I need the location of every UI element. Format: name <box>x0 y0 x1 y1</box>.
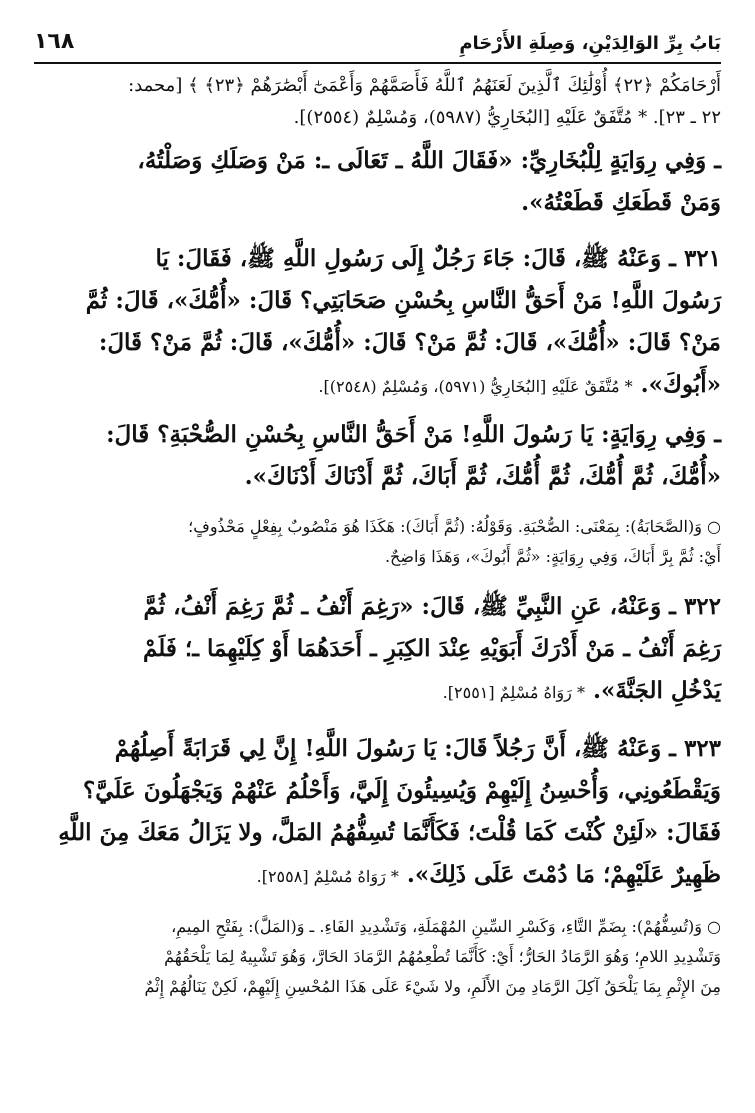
hadith-323-last-words: ظَهِيرٌ عَلَيْهِمْ؛ مَا دُمْتَ عَلَى ذَلِكَ». <box>406 861 721 888</box>
hadith-323-line: فَقَالَ: «لَئِنْ كُنْتَ كَمَا قُلْتَ؛ فَكَأَنَّمَا تُسِفُّهُمُ المَلَّ، ولا يَزَالُ مَعَكَ مِنَ اللَّهِ <box>58 819 721 846</box>
bukhari-narration-line: وَمَنْ قَطَعَكِ قَطَعْتُهُ». <box>521 189 721 216</box>
footnote-line: أَيْ: ثُمَّ بِرَّ أَبَاكَ، وَفِي رِوَايَةٍ: «ثُمَّ أَبُوكَ»، وَهَذَا وَاضِحٌ. <box>384 547 721 566</box>
hadith-321-variant-line: ـ وَفِي رِوَايَةٍ: يَا رَسُولَ اللَّهِ! مَنْ أَحَقُّ النَّاسِ بِحُسْنِ الصُّحْبَةِ؟ قَالَ: <box>106 421 721 448</box>
page-header <box>34 18 721 54</box>
hadith-321-line: رَسُولَ اللَّهِ! مَنْ أَحَقُّ النَّاسِ بِحُسْنِ صَحَابَتِي؟ قَالَ: «أُمُّكَ»، قَالَ: ثُمَّ <box>85 287 721 314</box>
footnote-line: ○ وَ(الصَّحَابَةُ): بِمَعْنَى: الصُّحْبَةِ. وَقَوْلُهُ: (ثُمَّ أَبَاكَ): هَكَذَا هُوَ مَنْصُوبٌ بِفِعْلٍ مَحْذُوفٍ؛ <box>188 517 721 536</box>
quran-reference: ٢٢ ـ ٢٣]. * مُتَّفَقٌ عَلَيْهِ [البُخَارِيُّ (٥٩٨٧)، وَمُسْلِمٌ (٢٥٥٤)]. <box>293 107 721 128</box>
hadith-322-line: رَغِمَ أَنْفُ ـ مَنْ أَدْرَكَ أَبَوَيْهِ عِنْدَ الكِبَرِ ـ أَحَدَهُمَا أَوْ كِلَيْهِمَا ـ؛ فَلَمْ <box>143 635 721 662</box>
page-body <box>34 70 721 1002</box>
hadith-321-reference: * مُتَّفَقٌ عَلَيْهِ [البُخَارِيُّ (٥٩٧١)، وَمُسْلِمٌ (٢٥٤٨)]. <box>318 377 633 396</box>
footnote-line: مِنَ الإِثْمِ بِمَا يَلْحَقُ آكِلَ الرَّمَادِ مِنَ الأَلَمِ، ولا شَيْءَ عَلَى هَذَا المُحْسِنِ إِلَيْهِمْ، لَكِنْ يَنَالُهُمْ إِثْمٌ <box>144 977 721 996</box>
hadith-321-line <box>34 364 721 408</box>
hadith-323-line: وَيَقْطَعُونِي، وَأُحْسِنُ إِلَيْهِمْ وَيُسِيئُونَ إِلَيَّ، وَأَحْلُمُ عَنْهُمْ وَيَجْهَلُونَ عَلَيَّ؟ <box>83 777 721 804</box>
hadith-322-line: ٣٢٢ ـ وَعَنْهُ، عَنِ النَّبِيِّ ﷺ، قَالَ: «رَغِمَ أَنْفُ ـ ثُمَّ رَغِمَ أَنْفُ، ثُمَّ <box>143 593 721 620</box>
hadith-321-last-words: «أَبُوكَ». <box>640 371 721 398</box>
hadith-321-variant-line: «أُمُّكَ، ثُمَّ أُمُّكَ، ثُمَّ أُمُّكَ، ثُمَّ أَبَاكَ، ثُمَّ أَدْنَاكَ أَدْنَاكَ». <box>244 463 721 490</box>
header-rule <box>34 62 721 64</box>
hadith-322-reference: * رَوَاهُ مُسْلِمٌ [٢٥٥١]. <box>442 683 585 702</box>
hadith-322-line <box>34 670 721 714</box>
hadith-321-line: ٣٢١ ـ وَعَنْهُ ﷺ، قَالَ: جَاءَ رَجُلٌ إِلَى رَسُولِ اللَّهِ ﷺ، فَقَالَ: يَا <box>155 245 721 272</box>
bukhari-narration-line: ـ وَفِي رِوَايَةٍ لِلْبُخَارِيِّ: «فَقَالَ اللَّهُ ـ تَعَالَى ـ: مَنْ وَصَلَكِ وَصَلْتُهُ، <box>137 147 721 174</box>
quran-verse-line: أَرْحَامَكُمْ ﴿٢٢﴾ أُوْلَٰئِكَ ٱلَّذِينَ لَعَنَهُمُ ٱللَّهُ فَأَصَمَّهُمْ وَأَعْمَىٰٓ أَبْصَٰرَهُمْ ﴿٢٣﴾ ﴾ [محمد: <box>128 75 721 96</box>
hadith-323-line: ٣٢٣ ـ وَعَنْهُ ﷺ، أَنَّ رَجُلاً قَالَ: يَا رَسُولَ اللَّهِ! إِنَّ لِي قَرَابَةً أَصِلُهُمْ <box>114 735 721 762</box>
hadith-321-line: مَنْ؟ قَالَ: «أُمُّكَ»، قَالَ: ثُمَّ مَنْ؟ قَالَ: «أُمُّكَ»، قَالَ: ثُمَّ مَنْ؟ قَالَ: <box>98 329 721 356</box>
footnote-line: وَتَشْدِيدِ اللامِ؛ وَهُوَ الرَّمَادُ الحَارُّ؛ أَيْ: كَأَنَّمَا تُطْعِمُهُمُ الرَّمَادَ الحَارَّ، وَهُوَ تَشْبِيهٌ لِمَا يَلْحَقُهُمْ <box>164 947 721 966</box>
hadith-322-last-words: يَدْخُلِ الجَنَّةَ». <box>592 677 721 704</box>
hadith-323-line <box>34 854 721 898</box>
footnote-line: ○ وَ(تُسِفُّهُمْ): بِضَمِّ التَّاءِ، وَكَسْرِ السِّينِ المُهْمَلَةِ، وَتَشْدِيدِ الفَاءِ. ـ وَ(المَلَّ): بِفَتْحِ المِيمِ، <box>171 917 721 936</box>
hadith-323-reference: * رَوَاهُ مُسْلِمٌ [٢٥٥٨]. <box>256 867 399 886</box>
chapter-title: بَابُ بِرِّ الوَالِدَيْنِ، وَصِلَةِ الأَرْحَامِ <box>459 33 721 54</box>
page-number: ١٦٨ <box>34 29 75 54</box>
